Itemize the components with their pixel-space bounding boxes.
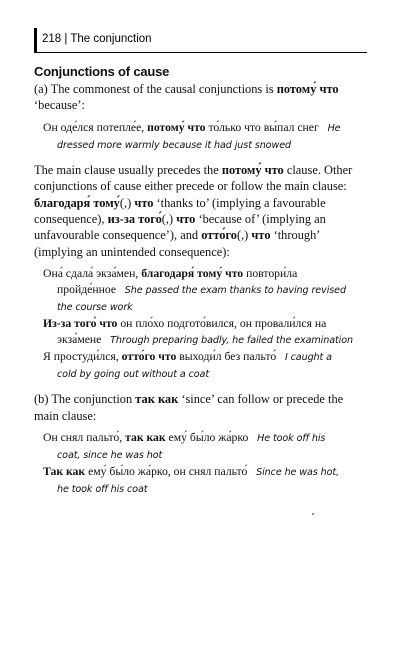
translation: cold by going out without a coat [57, 369, 210, 381]
example-1 [34, 120, 372, 154]
translation: He took off his [257, 433, 326, 445]
translation: She passed the exam thanks to having revised [124, 285, 346, 297]
term: отто́го что [121, 350, 177, 364]
russian-text: повтори́ла [243, 267, 298, 281]
russian-text: экза́мене [57, 333, 102, 347]
russian-text: Он снял пальто́, [43, 431, 126, 445]
text: (,) [119, 195, 135, 210]
translation: He [327, 122, 341, 134]
translation: Since he was hot, [256, 467, 340, 479]
text: The main clause usually precedes the [34, 162, 222, 177]
example-2 [34, 266, 372, 316]
text: ‘since’ can follow or precede the [178, 392, 344, 407]
example-4 [34, 349, 372, 383]
russian-text: Он оде́лся потепле́е, [43, 120, 148, 134]
term: так как [125, 431, 166, 445]
translation: dressed more warmly because it had just snowed [57, 139, 291, 151]
russian-text: ему́ бы́ло жа́рко [165, 431, 249, 445]
header-rule [34, 52, 367, 53]
example-6 [34, 464, 372, 498]
text: main clause: [34, 408, 97, 423]
russian-text: Она́ сдала́ экза́мен, [43, 267, 142, 281]
term: потому́ что [276, 82, 339, 96]
translation: coat, since he was hot [57, 450, 163, 462]
term: что [176, 212, 196, 227]
term: благодаря́ тому́ [34, 195, 120, 210]
text: unfavourable consequence’), and [34, 228, 202, 243]
example-3 [34, 316, 372, 349]
translation: Through preparing badly, he failed the examination [110, 335, 353, 347]
paragraph-main [34, 162, 372, 260]
page-content [34, 64, 372, 498]
term: Так как [43, 465, 86, 479]
russian-text: он пло́хо подгото́вился, он провали́лся на [117, 317, 327, 331]
text: (,) [236, 228, 252, 243]
term: отто́го [201, 228, 237, 243]
russian-text: Я простуди́лся, [43, 350, 122, 364]
text: (,) [161, 212, 177, 227]
paragraph-b [34, 391, 372, 424]
running-header: 218 | The conjunction [42, 33, 152, 45]
text: clause. Other [283, 162, 353, 177]
term: так как [135, 392, 179, 407]
term: благодаря́ тому́ что [141, 267, 244, 281]
russian-text: ему́ бы́ло жа́рко, он снял пальто́ [85, 465, 248, 479]
text: (a) The commonest of the causal conjunctions is [34, 82, 277, 96]
text: consequence), [34, 212, 108, 227]
russian-text: пройде́нное [57, 283, 117, 297]
term: Из-за того́ что [43, 317, 118, 331]
text: ‘because of’ (implying an [195, 212, 326, 227]
text: (implying an unintended consequence): [34, 244, 230, 259]
term: что [134, 195, 154, 210]
term: потому́ что [221, 162, 284, 177]
russian-text: выходи́л без пальто́ [176, 350, 277, 364]
russian-text: то́лько что вы́пал снег [205, 120, 319, 134]
stray-mark [312, 513, 314, 515]
text: conjunctions of cause either precede or follow the main clause: [34, 179, 347, 194]
paragraph-a [34, 81, 372, 114]
text: ‘because’: [34, 98, 85, 113]
term: из-за того́ [107, 212, 162, 227]
text: (b) The conjunction [34, 392, 136, 407]
text: ‘thanks to’ (implying a favourable [153, 195, 326, 210]
term: что [251, 228, 271, 243]
example-5 [34, 430, 372, 464]
term: потому́ что [147, 120, 206, 134]
header-bar [34, 28, 37, 53]
text: ‘through’ [270, 228, 321, 243]
translation: he took off his coat [57, 484, 148, 496]
translation: I caught a [284, 352, 332, 364]
translation: the course work [57, 302, 133, 314]
section-title: Conjunctions of cause [34, 64, 170, 79]
